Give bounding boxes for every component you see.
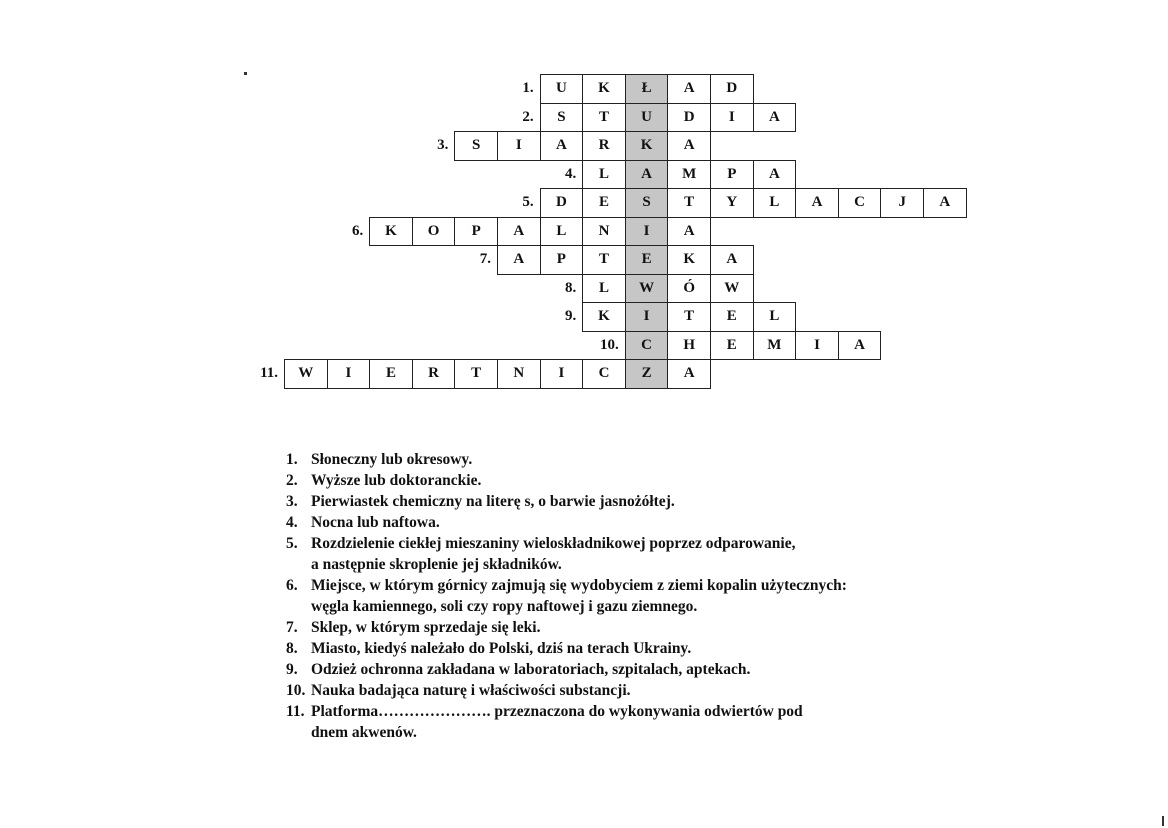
clue-text: Słoneczny lub okresowy. <box>311 451 473 468</box>
letter-cell: A <box>753 160 797 190</box>
clue-text: Platforma…………………. przeznaczona do wykonywania odwiertów pod <box>311 703 803 720</box>
row-number: 6. <box>351 222 364 239</box>
letter-cell: A <box>497 217 541 247</box>
clue-number: 6. <box>286 577 298 594</box>
letter-cell: E <box>369 359 413 389</box>
clue-text: Miasto, kiedyś należało do Polski, dziś na terach Ukrainy. <box>311 640 692 657</box>
letter-cell: Y <box>710 188 754 218</box>
clue-number: 10. <box>286 682 306 699</box>
letter-cell: I <box>540 359 584 389</box>
key-column-cell: A <box>625 160 669 190</box>
letter-cell: P <box>540 245 584 275</box>
row-number: 8. <box>564 279 577 296</box>
key-column-cell: S <box>625 188 669 218</box>
clue-text: Wyższe lub doktoranckie. <box>311 472 482 489</box>
letter-cell: C <box>582 359 626 389</box>
row-number: 2. <box>522 108 534 125</box>
letter-cell: N <box>497 359 541 389</box>
clue-item <box>286 512 1006 533</box>
clue-number: 9. <box>286 661 298 678</box>
letter-cell: A <box>838 331 882 361</box>
letter-cell: L <box>582 160 626 190</box>
letter-cell: A <box>710 245 754 275</box>
row-number: 4. <box>564 165 577 182</box>
letter-cell: K <box>582 302 626 332</box>
letter-cell: T <box>667 188 711 218</box>
letter-cell: N <box>582 217 626 247</box>
clue-number: 7. <box>286 619 298 636</box>
clue-number: 2. <box>286 472 298 489</box>
clue-text: dnem akwenów. <box>311 724 417 741</box>
clue-text: Pierwiastek chemiczny na literę s, o barwie jasnożółtej. <box>311 493 675 510</box>
letter-cell: W <box>284 359 328 389</box>
letter-cell: A <box>795 188 839 218</box>
letter-cell: A <box>497 245 541 275</box>
clue-item <box>286 617 1006 638</box>
key-column-cell: C <box>625 331 669 361</box>
letter-cell: I <box>497 131 541 161</box>
letter-cell: H <box>667 331 711 361</box>
letter-cell: P <box>454 217 498 247</box>
letter-cell: D <box>710 74 754 104</box>
letter-cell: U <box>540 74 584 104</box>
clue-text: Miejsce, w którym górnicy zajmują się wydobyciem z ziemi kopalin użytecznych: <box>311 577 847 594</box>
clue-text: Nauka badająca naturę i właściwości substancji. <box>311 682 631 699</box>
letter-cell: D <box>540 188 584 218</box>
letter-cell: L <box>753 188 797 218</box>
clue-text: węgla kamiennego, soli czy ropy naftowej i gazu ziemnego. <box>311 598 698 615</box>
letter-cell: S <box>540 103 584 133</box>
letter-cell: L <box>582 274 626 304</box>
row-number: 1. <box>522 80 534 96</box>
row-number: 9. <box>564 308 577 324</box>
clue-number: 8. <box>286 640 298 657</box>
letter-cell: E <box>710 331 754 361</box>
letter-cell: R <box>582 131 626 161</box>
letter-cell: D <box>667 103 711 133</box>
row-number: 11. <box>260 365 278 381</box>
letter-cell: I <box>327 359 371 389</box>
clue-item <box>286 575 1006 617</box>
letter-cell: M <box>753 331 797 361</box>
letter-cell: L <box>753 302 797 332</box>
clue-text: a następnie skroplenie jej składników. <box>311 556 562 573</box>
letter-cell: S <box>454 131 498 161</box>
letter-cell: A <box>667 217 711 247</box>
letter-cell: I <box>795 331 839 361</box>
clue-number: 4. <box>286 514 298 531</box>
letter-cell: C <box>838 188 882 218</box>
clue-item <box>286 470 1006 491</box>
clue-text: Odzież ochronna zakładana w laboratoriach, szpitalach, aptekach. <box>311 661 751 678</box>
clue-item <box>286 638 1006 659</box>
letter-cell: J <box>880 188 924 218</box>
clue-item <box>286 680 1006 701</box>
letter-cell: W <box>710 274 754 304</box>
clue-number: 1. <box>286 451 298 468</box>
letter-cell: R <box>412 359 456 389</box>
key-column-cell: E <box>625 245 669 275</box>
letter-cell: P <box>710 160 754 190</box>
letter-cell: A <box>667 131 711 161</box>
clue-item <box>286 533 1006 575</box>
letter-cell: I <box>710 103 754 133</box>
letter-cell: K <box>667 245 711 275</box>
row-number: 7. <box>479 251 491 267</box>
key-column-cell: Ł <box>625 74 669 104</box>
letter-cell: M <box>667 160 711 190</box>
row-number: 3. <box>437 137 449 153</box>
letter-cell: T <box>667 302 711 332</box>
letter-cell: E <box>582 188 626 218</box>
clue-text: Rozdzielenie ciekłej mieszaniny wieloskładnikowej poprzez odparowanie, <box>311 535 796 552</box>
letter-cell: A <box>923 188 967 218</box>
key-column-cell: U <box>625 103 669 133</box>
clue-text: Sklep, w którym sprzedaje się leki. <box>311 619 541 636</box>
clue-number: 11. <box>286 703 305 720</box>
clue-number: 3. <box>286 493 298 510</box>
row-number: 5. <box>522 194 534 210</box>
clue-item <box>286 491 1006 512</box>
key-column-cell: K <box>625 131 669 161</box>
clue-text: Nocna lub naftowa. <box>311 514 440 531</box>
letter-cell: A <box>753 103 797 133</box>
letter-cell: K <box>369 217 413 247</box>
letter-cell: A <box>540 131 584 161</box>
key-column-cell: I <box>625 302 669 332</box>
letter-cell: Ó <box>667 274 711 304</box>
letter-cell: L <box>540 217 584 247</box>
key-column-cell: Z <box>625 359 669 389</box>
clue-item <box>286 449 1006 470</box>
letter-cell: T <box>582 245 626 275</box>
letter-cell: A <box>667 359 711 389</box>
letter-cell: O <box>412 217 456 247</box>
letter-cell: A <box>667 74 711 104</box>
scan-mark <box>1162 816 1164 826</box>
clue-number: 5. <box>286 535 298 552</box>
letter-cell: T <box>454 359 498 389</box>
key-column-cell: I <box>625 217 669 247</box>
clue-item <box>286 659 1006 680</box>
clue-list <box>286 449 1006 743</box>
clue-item <box>286 701 1006 743</box>
key-column-cell: W <box>625 274 669 304</box>
letter-cell: T <box>582 103 626 133</box>
row-number: 10. <box>600 336 619 353</box>
letter-cell: K <box>582 74 626 104</box>
letter-cell: E <box>710 302 754 332</box>
